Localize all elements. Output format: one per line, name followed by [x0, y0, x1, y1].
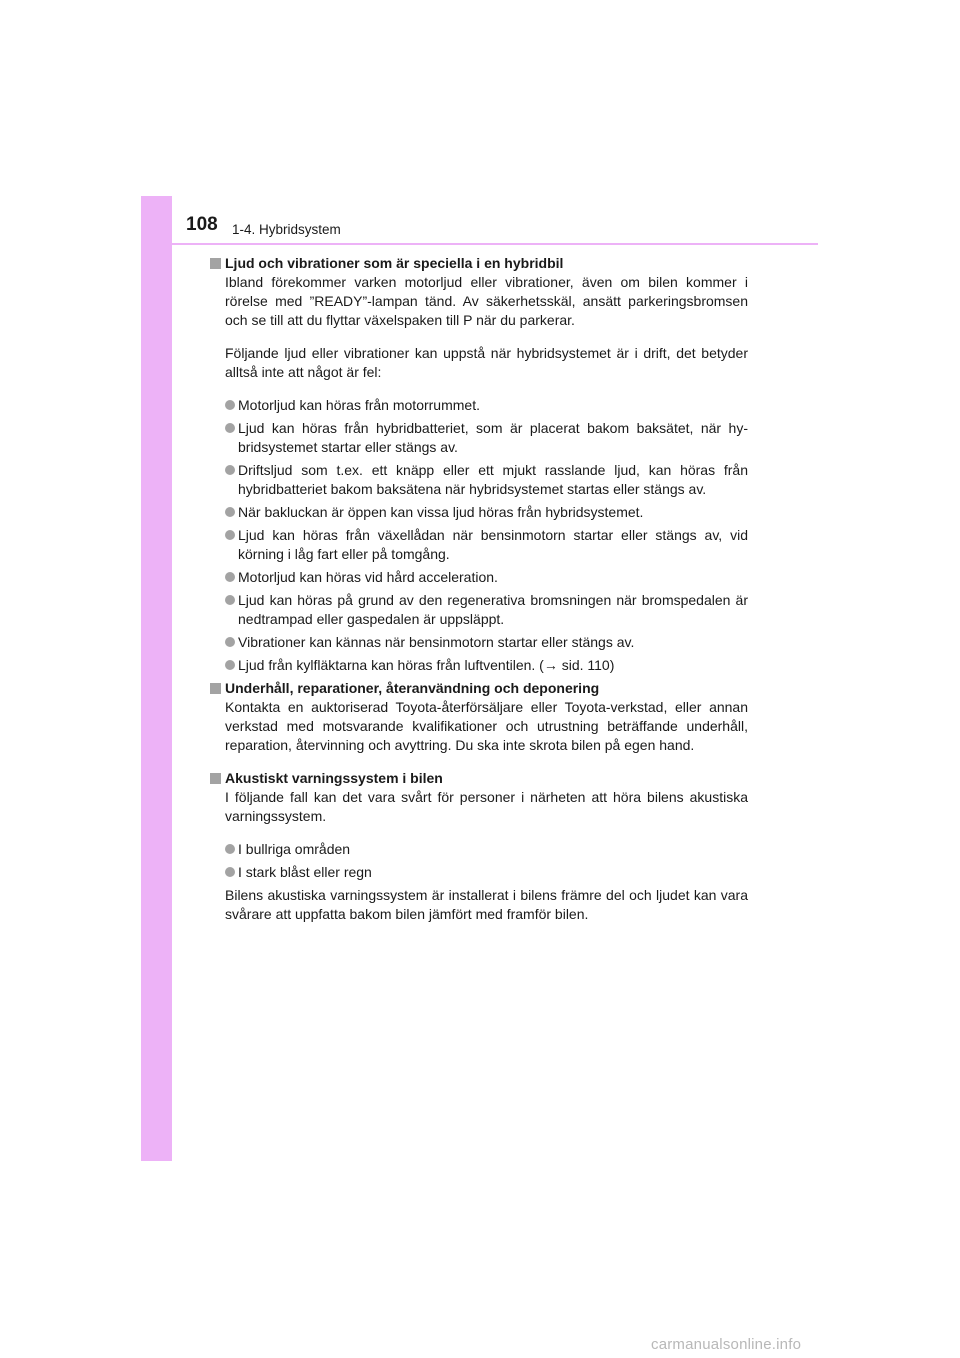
circle-bullet-icon: [225, 507, 235, 517]
circle-bullet-icon: [225, 423, 235, 433]
section-maintenance: [210, 679, 748, 755]
list-item: Ljud kan höras från växellådan när bensinmotorn startar eller stängs av, vid körning i låg fart eller på tomgång.: [225, 526, 748, 564]
list-item: Ljud kan höras på grund av den regenerativa bromsningen när bromspedalen är nedtrampad eller gaspedalen är uppsläppt.: [225, 591, 748, 629]
section-acoustic-warning: [210, 769, 748, 924]
list-item: När bakluckan är öppen kan vissa ljud höras från hybridsystemet.: [225, 503, 748, 522]
watermark: carmanualsonline.info: [651, 1336, 802, 1353]
paragraph: Ibland förekommer varken motorljud eller vibrationer, även om bilen kommer i rörelse med ”READY”-lampan tänd. Av säkerhetsskäl, ansätt parkeringsbromsen och se till att du flyttar växelspaken till P när du parkerar.: [225, 274, 748, 328]
square-bullet-icon: [210, 773, 221, 784]
bullet-list: [225, 396, 748, 675]
list-item: Motorljud kan höras från motorrummet.: [225, 396, 748, 415]
page-content: [210, 254, 748, 938]
section-heading: Akustiskt varningssystem i bilen: [210, 769, 748, 788]
circle-bullet-icon: [225, 530, 235, 540]
section-heading: Ljud och vibrationer som är speciella i en hybridbil: [210, 254, 748, 273]
section-hybrid-sounds: [210, 254, 748, 675]
paragraph: Följande ljud eller vibrationer kan uppstå när hybridsystemet är i drift, det betyder alltså inte att något är fel:: [225, 345, 748, 380]
circle-bullet-icon: [225, 400, 235, 410]
section-heading: Underhåll, reparationer, återanvändning och deponering: [210, 679, 748, 698]
circle-bullet-icon: [225, 595, 235, 605]
paragraph: I följande fall kan det vara svårt för personer i närheten att höra bilens akustiska varningssystem.: [225, 789, 748, 824]
page-number: 108: [186, 214, 218, 235]
bullet-list: [225, 840, 748, 882]
list-item: I bullriga områden: [225, 840, 748, 859]
list-item: I stark blåst eller regn: [225, 863, 748, 882]
circle-bullet-icon: [225, 572, 235, 582]
circle-bullet-icon: [225, 844, 235, 854]
circle-bullet-icon: [225, 465, 235, 475]
list-item-page-reference[interactable]: Ljud från kylfläktarna kan höras från luftventilen. (→ sid. 110): [225, 656, 748, 675]
circle-bullet-icon: [225, 867, 235, 877]
list-item: Ljud kan höras från hybridbatteriet, som är placerat bakom baksätet, när hybridsystemet startar eller stängs av.: [225, 419, 748, 457]
circle-bullet-icon: [225, 637, 235, 647]
chapter-tab-bar: [141, 196, 172, 1161]
paragraph: Kontakta en auktoriserad Toyota-återförsäljare eller Toyota-verkstad, eller annan verkstad med motsvarande kvalifikationer och utrustning beträffande underhåll, reparation, återvinning och avyttring. Du ska inte skrota bilen på egen hand.: [225, 699, 748, 753]
square-bullet-icon: [210, 683, 221, 694]
header-rule: [172, 243, 818, 245]
square-bullet-icon: [210, 258, 221, 269]
circle-bullet-icon: [225, 660, 235, 670]
section-title: 1-4. Hybridsystem: [232, 222, 341, 237]
list-item: Vibrationer kan kännas när bensinmotorn startar eller stängs av.: [225, 633, 748, 652]
paragraph: Bilens akustiska varningssystem är installerat i bilens främre del och ljudet kan vara svårare att uppfatta bakom bilen jämfört med framför bilen.: [225, 887, 748, 922]
list-item: Motorljud kan höras vid hård acceleration.: [225, 568, 748, 587]
list-item: Driftsljud som t.ex. ett knäpp eller ett mjukt rasslande ljud, kan höras från hybridbatteriet bakom baksätena när hybridsystemet startas eller stängs av.: [225, 461, 748, 499]
